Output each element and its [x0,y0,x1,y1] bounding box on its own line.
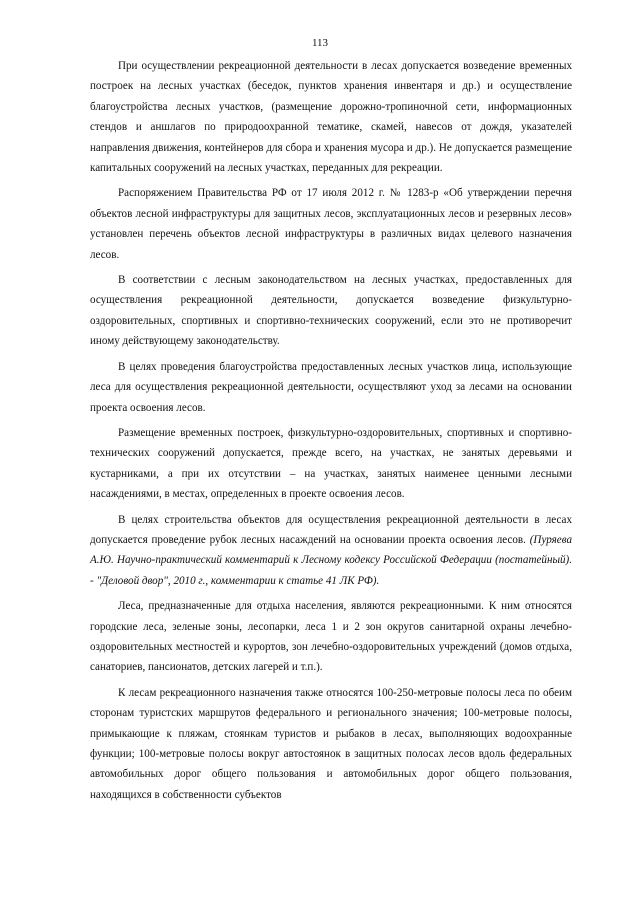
paragraph-4 [90,357,572,418]
paragraph-text: Размещение временных построек, физкультурно-оздоровительных, спортивных и спортивно-технических сооружений допускается, прежде всего, на участках, не занятых деревьями и кустарниками, а при их отсутствии – на участках, занятых наименее ценными лесными насаждениями, в местах, определенных в проекте освоения лесов. [90,426,572,501]
paragraph-text: В соответствии с лесным законодательством на лесных участках, предоставленных для осуществления рекреационной деятельности, допускается возведение физкультурно-оздоровительных, спортивных и спортивно-технических сооружений, если это не противоречит иному действующему законодательству. [90,274,572,348]
paragraph-7 [90,596,572,678]
paragraph-text: Леса, предназначенные для отдыха населения, являются рекреационными. К ним относятся городские леса, зеленые зоны, лесопарки, леса 1 и 2 зон округов санитарной охраны лечебно-оздоровительных местностей и курортов, зон лечебно-оздоровительных учреждений (домов отдыха, санаториев, пансионатов, детских лагерей и т.п.). [90,600,572,674]
paragraph-text: При осуществлении рекреационной деятельности в лесах допускается возведение временных построек на лесных участках (беседок, пунктов хранения инвентаря и др.) и осуществление благоустройства лесных участков, (размещение дорожно-тропиночной сети, информационных стендов и аншлагов по природоохранной тематике, скамей, навесов от дождя, указателей направления движения, контейнеров для сбора и хранения мусора и др.). Не допускается размещение капитальных сооружений на лесных участках, переданных для рекреации. [90,60,572,175]
document-body [90,56,572,805]
paragraph-5 [90,423,572,505]
paragraph-text: Распоряжением Правительства РФ от 17 июля 2012 г. № 1283-р «Об утверждении перечня объектов лесной инфраструктуры для защитных лесов, эксплуатационных лесов и резервных лесов» установлен перечень объектов лесной инфраструктуры в различных видах целевого назначения лесов. [90,187,572,261]
paragraph-1 [90,56,572,178]
paragraph-6 [90,510,572,592]
paragraph-2 [90,183,572,265]
paragraph-text: К лесам рекреационного назначения также относятся 100-250-метровые полосы леса по обеим сторонам туристских маршрутов федерального и регионального значения; 100-метровые полосы, примыкающие к пляжам, стоянкам туристов и рыбаков в лесах, выполняющих водоохранные функции; 100-метровые полосы вокруг автостоянок в защитных полосах лесов вдоль федеральных автомобильных дорог общего пользования и автомобильных дорог общего пользования, находящихся в собственности субъектов [90,686,572,801]
paragraph-text: В целях строительства объектов для осуществления рекреационной деятельности в лесах допускается проведение рубок лесных насаждений на основании проекта освоения лесов. [90,513,572,546]
paragraph-3 [90,270,572,352]
citation: (Пуряева А.Ю. Научно-практический комментарий к Лесному кодексу Российской Федерации (постатейный). - "Деловой двор", 2010 г., комментарии к статье 41 ЛК РФ). [90,533,572,587]
paragraph-text: В целях проведения благоустройства предоставленных лесных участков лица, использующие леса для осуществления рекреационной деятельности, осуществляют уход за лесами на основании проекта освоения лесов. [90,360,572,414]
paragraph-8 [90,683,572,805]
page-number: 113 [311,37,329,49]
